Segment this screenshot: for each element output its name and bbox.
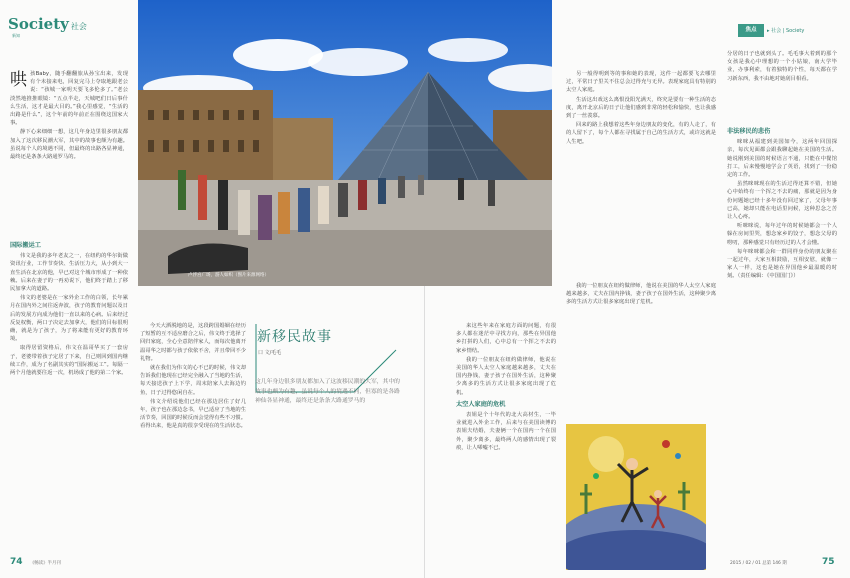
- photo-caption: 卢浮宫广场，游人如织（图片来源网络）: [188, 273, 269, 278]
- paragraph: 伟文是我的多年老友之一，在纽约的华尔街做资讯行业，工作节奏快、生活压力大，从小到大一直生活在北京的他，早已对这个城市形成了一种依赖。后来在妻子的一再劝说下，他们终于踏上了移民加拿大的道路。: [10, 253, 128, 293]
- paragraph: 伟文介绍说他们已经在那边居住了好几年，孩子也在那边念书，早已适应了当地的生活节奏，回国的时候反而会觉得有些不习惯。看得出来，他是真的很享受现在的生活状态。: [140, 398, 246, 430]
- paragraph: 另一般得明到等的事和她的表现，这件一起都要飞去哪里过，平常日子里关不住总会过得充与无异。表现家庭具有特别的太空人家庭。: [566, 71, 716, 94]
- column-2: [140, 322, 246, 550]
- column-5b: [727, 124, 837, 552]
- subhead-3: 非法移民的悲伤: [727, 128, 771, 135]
- column-1: [10, 70, 128, 240]
- column-3: [566, 70, 716, 278]
- right-page-number: 75: [822, 557, 835, 567]
- pull-quote: 这几年身边很多朋友都加入了这波移民潮的大军，其中的故事也颇为有趣，虽说每个人的境遇不同，但寡的是各路神仙各显神通，最终还是条条大路通罗马的: [255, 379, 400, 404]
- right-footer-note: 2015 / 02 / 01 总第 146 期: [730, 561, 787, 566]
- paragraph: 听咪咪说，每年过年的时候她都会一个人躲在房间里哭，想念家乡的饺子，想念父母的唠叨，那种感觉只有经历过的人才会懂。: [727, 223, 837, 246]
- column-4: [456, 322, 556, 550]
- section-logo: [8, 14, 87, 38]
- column-5: [727, 50, 837, 122]
- column-1b: [10, 238, 128, 550]
- paragraph: 来这些年来在家庭方面的问题，有很多人都在迷茫中寻找方向，那些在异国他乡打拼的人们，心中总有一个挥之不去的家乡情结。: [456, 323, 556, 354]
- paragraph: 取得居留资格后，伟文在温哥华买了一套房子，老婆带着孩子定居了下来，自己则回到国内继续工作，成为了名副其实的“国际搬运工”。每隔一两个月他就要往返一次，机场成了他的第二个家。: [10, 345, 128, 377]
- column-3b: [566, 282, 716, 420]
- logo-tiny: 新知: [12, 33, 20, 38]
- subhead-2: 太空人家庭的危机: [456, 400, 506, 408]
- paragraph: 虽然咪咪现在的生活过得还算不错，但她心中始终有一个挥之不去的痛，那就是因为身份问题她已经十多年没有回过家了，父母年事已高，她却只能在电话里问候，这种思念之苦让人心疼。: [727, 181, 837, 221]
- celebration-illustration: [566, 424, 706, 570]
- paragraph: 生活这出戏这么离恨没阳光满天，终究是要有一种生活的态度，离开北京后的日子让他们感到非常的轻松和愉快，也让我感到了一丝羡慕。: [566, 96, 716, 120]
- logo-main: Society: [8, 15, 69, 33]
- paragraph: 表姐是个十年代的北大高材生，一毕业就进入外企工作，后来与在美国读博的表姐夫结婚，夫妻俩一个在国内一个在国外，聚少离多，最终两人的感情出现了裂痕，让人唏嘘不已。: [456, 412, 556, 451]
- paragraph: 我的一位朋友在纽约做律师，他说在美国的华人太空人家庭越来越多，丈夫在国内挣钱，妻子孩子在国外生活，这种聚少离多的生活方式让很多家庭出现了危机。: [566, 283, 716, 306]
- paragraph: 伟文的老婆是在一家外企工作的白领，长年累月在国内外之间往返奔波，孩子的教育问题以及日后的发展方向成为他们一直以来的心病。后来经过反复权衡，两口子决定去加拿大，他们的目标很明确，就是为了孩子，为了将来能有更好的教育环境。: [10, 295, 128, 343]
- paragraph: 回来的路上我想着这些年身边朋友的变化，有的人走了，有的人留下了，每个人都在寻找属于自己的生活方式，或许这就是人生吧。: [566, 122, 716, 145]
- left-page-number: 74: [10, 557, 23, 567]
- logo-cn: 社会: [70, 22, 87, 31]
- paragraph: 静下心来细细一想，这几年身边里很多朋友都加入了这次移民潮大军，其中的故事也颇为有趣。虽说每个人的境遇不同，但最终的出路各显神通，最终还是条条大路通罗马的。: [10, 129, 128, 161]
- photo-illustration: [138, 0, 552, 286]
- article-title: 新移民故事: [257, 329, 332, 345]
- paragraph: 就在我们为伟文的心不已的时候，伟文却告诉我们他现在已经完全融入了当地的生活，每天接送孩子上下学，周末陪家人去海边钓鱼，日子过得悠闲自在。: [140, 365, 246, 396]
- left-footer-note: 《畅读》半月刊: [30, 561, 61, 566]
- paragraph: 孩Baby，随手翻翻旅从孙宝出来，发现有个未接来电，回复完马上夺取地跟老公说：“孩城一家明天要飞多伦多了。”老公淡然地推推眼镜：“五点半走，天城吧们日后事什么生活，这才是最大目的。”我心里感觉，“生活的出路是什么”，这个年前的年前正在围绕这国家大事。: [10, 71, 128, 127]
- paragraph: 咪咪从福建到美国如今，这两年回国探亲，每次见面都会跟我聊起她在美国的生活。她说刚到美国的时候语言不通，只能在中餐馆打工，后来慢慢地学会了英语，找到了一份稳定的工作。: [727, 139, 837, 179]
- paragraph: 分居的日子也就到头了。毛毛事大着到的那个女孩是我心中理想的一个小姑娘，南大学毕业，办事利索，有着独特的个性，每天都在学习新东西，我不由地对她刮目相看。: [727, 51, 837, 82]
- article-author: 口 文/毛毛: [258, 350, 282, 356]
- paragraph: 每年咪咪都会和一群同样身份的朋友聚在一起过年，大家互相鼓励，互相安慰，就像一家人一样，这也是她在异国他乡最温暖的时刻。（责任编辑：《中国国门》）: [727, 248, 837, 280]
- illustration: [566, 424, 706, 570]
- drop-cap: 哄: [10, 70, 27, 90]
- section-tag: ▸ 社会 | Society: [767, 28, 805, 34]
- subhead-1: 国际搬运工: [10, 242, 41, 249]
- section-badge: 焦点: [738, 24, 764, 37]
- louvre-photo: [138, 0, 552, 286]
- paragraph: 今天大洒脱地的是，这段跨国婚姻在经历了短暂的互不适应磨合之后，伟文终于选择了回归家庭，全心全意陪伴家人，而每次他离开温哥华之时都与孩子依依不舍，并且带回不少礼物。: [140, 323, 246, 362]
- paragraph: 我的一位朋友在纽约做律师，他说在美国的华人太空人家庭越来越多，丈夫在国内挣钱，妻子孩子在国外生活，这种聚少离多的生活方式让很多家庭出现了危机。: [456, 356, 556, 396]
